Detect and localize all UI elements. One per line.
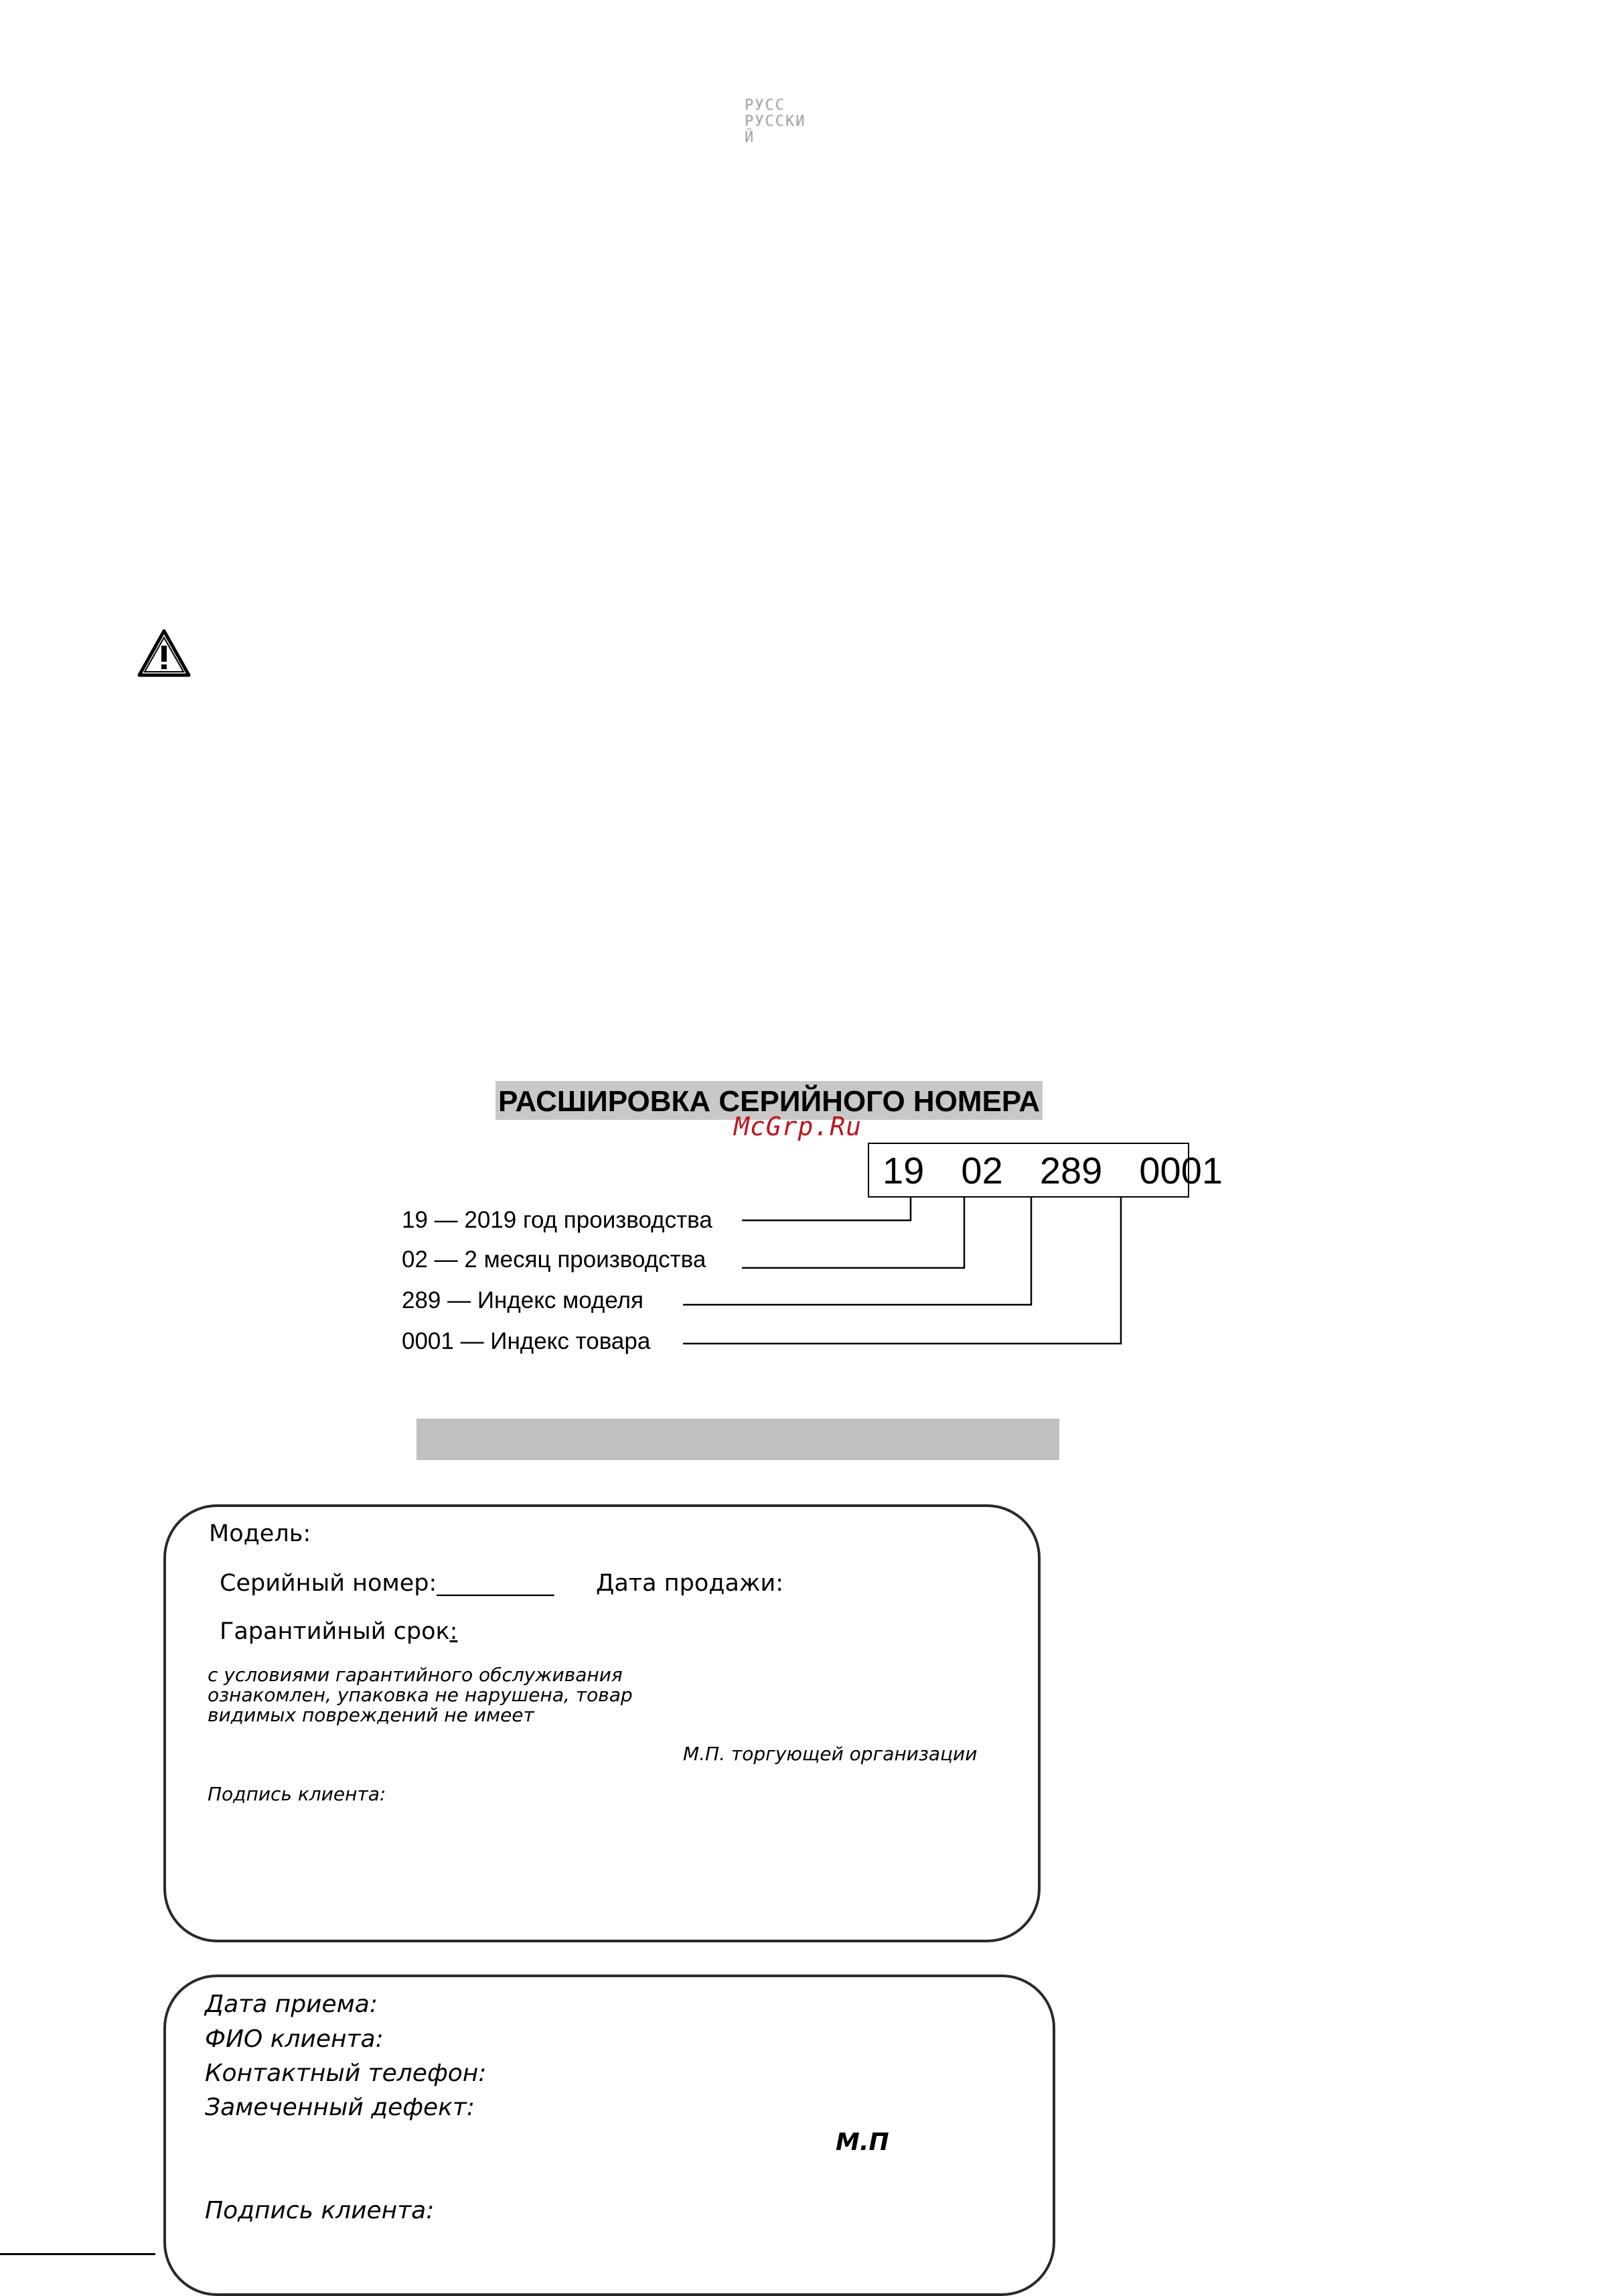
notice-line: с условиями гарантийного обслуживания <box>208 1664 623 1686</box>
serial-part-month: 02 <box>961 1149 1003 1192</box>
header-line-2: РУССКИ <box>745 113 806 130</box>
serial-number-field <box>220 1570 554 1597</box>
phone-label: Контактный телефон: <box>205 2060 487 2087</box>
warranty-period-colon: : <box>449 1618 458 1645</box>
client-signature-label: Подпись клиента: <box>208 1783 386 1805</box>
connector-month <box>742 1198 964 1268</box>
warranty-period-field <box>220 1618 457 1645</box>
connector-item <box>683 1198 1121 1344</box>
header-line-1: РУСС <box>745 97 785 114</box>
model-label: Модель: <box>209 1520 311 1547</box>
sale-date-label: Дата продажи: <box>596 1570 783 1597</box>
serial-decode-title: РАСШИРОВКА СЕРИЙНОГО НОМЕРА <box>496 1081 1043 1120</box>
reception-date-label: Дата приема: <box>205 1991 378 2018</box>
client-name-label: ФИО клиента: <box>205 2025 384 2053</box>
serial-part-item: 0001 <box>1139 1149 1223 1192</box>
footer-rule <box>0 2253 155 2255</box>
decode-line-year: 19 — 2019 год производства <box>402 1207 712 1233</box>
notice-line: видимых повреждений не имеет <box>208 1704 534 1726</box>
connector-model <box>683 1198 1031 1305</box>
seller-stamp-label: М.П. торгующей организации <box>683 1743 978 1765</box>
warranty-period-label: Гарантийный срок <box>220 1618 450 1645</box>
decode-line-month: 02 — 2 месяц производства <box>402 1246 706 1273</box>
repair-card <box>163 1975 1055 2296</box>
header-line-3: Й <box>745 129 755 146</box>
notice-line: ознакомлен, упаковка не нарушена, товар <box>208 1684 633 1706</box>
watermark: McGrp.Ru <box>734 1112 862 1141</box>
serial-part-year: 19 <box>883 1149 925 1192</box>
defect-label: Замеченный дефект: <box>205 2094 475 2121</box>
repair-client-signature-label: Подпись клиента: <box>205 2197 435 2224</box>
serial-blank: __________ <box>437 1570 554 1597</box>
decode-line-item: 0001 — Индекс товара <box>402 1328 651 1354</box>
connector-year <box>742 1198 911 1220</box>
serial-label: Серийный номер: <box>220 1570 437 1597</box>
repair-stamp-label: М.П <box>836 2129 889 2156</box>
section-bar <box>416 1419 1059 1460</box>
decode-line-model: 289 — Индекс моделя <box>402 1287 644 1313</box>
warranty-notice <box>208 1665 633 1725</box>
serial-part-model: 289 <box>1039 1149 1103 1192</box>
